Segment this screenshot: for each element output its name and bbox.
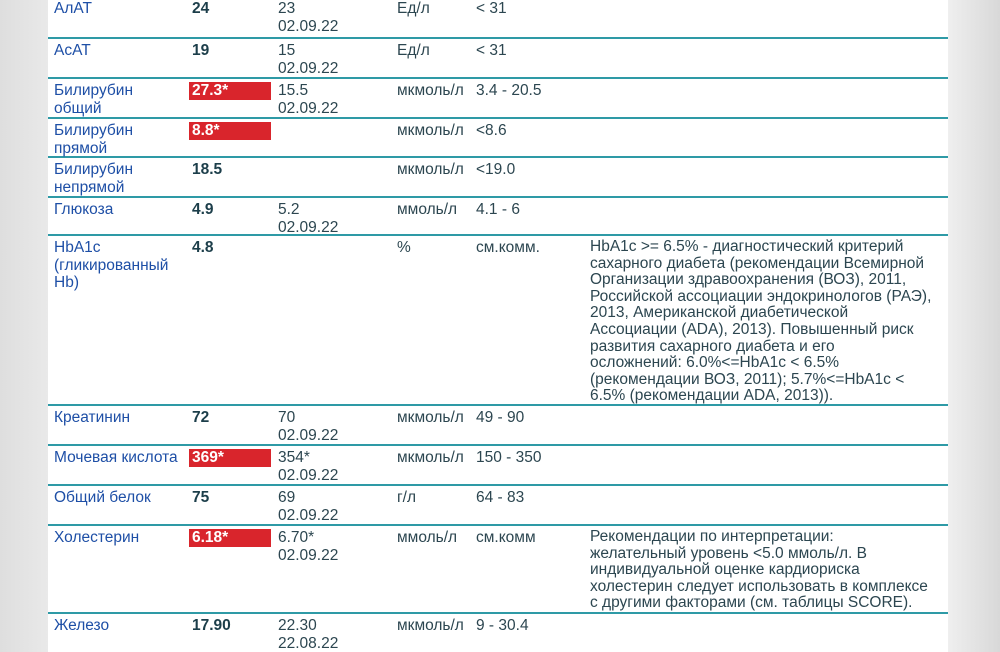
unit: ммоль/л [397,201,458,218]
unit: Ед/л [397,0,430,17]
test-name: Билирубин общий [54,82,133,117]
unit: % [397,239,411,256]
table-row [48,526,948,614]
comment: Рекомендации по интерпретации: желательный уровень <5.0 ммоль/л. В индивидуальной оценке кардиориска холестерин следует использовать в комплексе с другими факторами (см. таблицы SCORE). [590,528,928,612]
reference-range: 4.1 - 6 [476,201,520,218]
unit: мкмоль/л [397,449,464,466]
result-value: 75 [192,489,210,506]
result-value: 18.5 [192,161,223,178]
previous-result: 69 02.09.22 [278,489,339,524]
unit: Ед/л [397,42,430,59]
unit: мкмоль/л [397,409,464,426]
test-name: Билирубин прямой [54,122,133,157]
table-row [48,0,948,39]
result-value: 24 [192,0,210,17]
test-name: Мочевая кислота [54,449,178,466]
result-value-abnormal: 6.18* [189,529,271,547]
reference-range: 150 - 350 [476,449,542,466]
reference-range: <19.0 [476,161,516,178]
reference-range: < 31 [476,0,507,17]
previous-result: 23 02.09.22 [278,0,339,35]
previous-result: 354* 02.09.22 [278,449,339,484]
test-name: Билирубин непрямой [54,161,133,196]
unit: мкмоль/л [397,161,464,178]
result-value: 72 [192,409,210,426]
result-value: 17.90 [192,617,231,634]
table-row [48,158,948,198]
page-right-margin [948,0,1000,652]
result-value: 4.9 [192,201,214,218]
reference-range: <8.6 [476,122,507,139]
reference-range: см.комм [476,529,536,546]
table-row [48,39,948,79]
result-value-abnormal: 369* [189,449,271,467]
unit: мкмоль/л [397,82,464,99]
unit: мкмоль/л [397,122,464,139]
result-value: 19 [192,42,210,59]
reference-range: 64 - 83 [476,489,525,506]
comment: HbA1c >= 6.5% - диагностический критерий сахарного диабета (рекомендации Всемирной Организации здравоохранения (ВОЗ), 2011, Российской ассоциации эндокринологов (РАЭ), 2013, Американской диабетической Ассоциации (ADA), 2013). Повышенный риск развития сахарного диабета и его осложнений: 6.0%<=HbA1c < 6.5% (рекомендации ВОЗ, 2011); 5.7%<=HbA1c < 6.5% (рекомендации ADA, 2013)). [590,238,932,405]
previous-result: 15 02.09.22 [278,42,339,77]
table-row [48,446,948,486]
result-value-abnormal: 27.3* [189,82,271,100]
previous-result: 15.5 02.09.22 [278,82,339,117]
previous-result: 5.2 02.09.22 [278,201,339,236]
previous-result: 6.70* 02.09.22 [278,529,339,564]
table-row [48,198,948,236]
unit: г/л [397,489,417,506]
page-left-margin [0,0,48,652]
result-value-abnormal: 8.8* [189,122,271,140]
reference-range: 9 - 30.4 [476,617,529,634]
test-name: Железо [54,617,110,634]
test-name: Глюкоза [54,201,114,218]
test-name: Холестерин [54,529,140,546]
table-row [48,406,948,446]
previous-result: 70 02.09.22 [278,409,339,444]
table-row [48,79,948,119]
unit: ммоль/л [397,529,458,546]
table-row [48,119,948,158]
unit: мкмоль/л [397,617,464,634]
table-row [48,614,948,652]
table-row [48,236,948,406]
test-name: Креатинин [54,409,131,426]
lab-results-table [48,0,948,652]
reference-range: < 31 [476,42,507,59]
test-name: АлАТ [54,0,92,17]
previous-result: 22.30 22.08.22 [278,617,339,652]
reference-range: см.комм. [476,239,540,256]
test-name: Общий белок [54,489,151,506]
test-name: HbA1c (гликированный Hb) [54,239,169,291]
result-value: 4.8 [192,239,214,256]
reference-range: 49 - 90 [476,409,525,426]
reference-range: 3.4 - 20.5 [476,82,542,99]
test-name: АсАТ [54,42,91,59]
table-row [48,486,948,526]
